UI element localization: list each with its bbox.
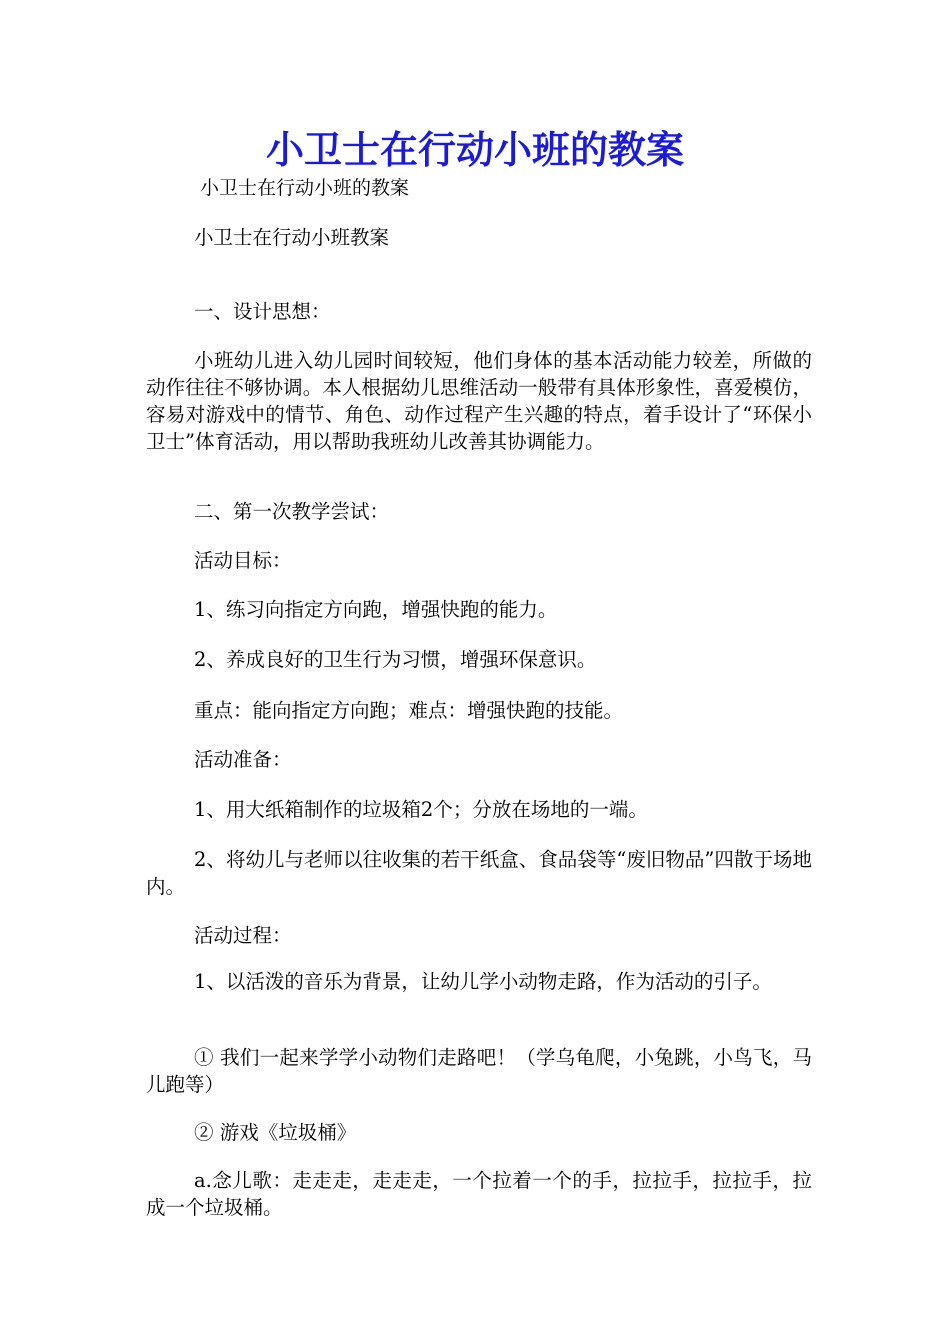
paragraph-goal-1: 1、练习向指定方向跑，增强快跑的能力。: [194, 598, 558, 621]
paragraph-process-1: 1、以活泼的音乐为背景，让幼儿学小动物走路，作为活动的引子。: [194, 970, 772, 993]
paragraph-process-game: ② 游戏《垃圾桶》: [194, 1121, 357, 1144]
document-title: 小卫士在行动小班的教案: [265, 127, 684, 172]
paragraph-heading-design: 一、设计思想：: [194, 300, 331, 323]
paragraph-lesson-title: 小卫士在行动小班教案: [194, 226, 390, 249]
paragraph-process-label: 活动过程：: [194, 924, 292, 947]
document-subtitle: 小卫士在行动小班的教案: [200, 177, 410, 199]
paragraph-goals-label: 活动目标：: [194, 549, 292, 572]
paragraph-prep-label: 活动准备：: [194, 748, 292, 771]
paragraph-heading-first-trial: 二、第一次教学尝试：: [194, 500, 390, 523]
paragraph-goal-2: 2、养成良好的卫生行为习惯，增强环保意识。: [194, 648, 597, 671]
paragraph-prep-1: 1、用大纸箱制作的垃圾箱2个；分放在场地的一端。: [194, 798, 648, 821]
paragraph-key-points: 重点：能向指定方向跑；难点：增强快跑的技能。: [194, 699, 624, 722]
paragraph-prep-2: 2、将幼儿与老师以往收集的若干纸盒、食品袋等“废旧物品”四散于场地内。: [146, 848, 812, 898]
paragraph-process-animals: ① 我们一起来学学小动物们走路吧！（学乌龟爬，小兔跳，小鸟飞，马儿跑等）: [146, 1046, 812, 1096]
paragraph-process-rhyme: a.念儿歌：走走走，走走走，一个拉着一个的手，拉拉手，拉拉手，拉成一个垃圾桶。: [146, 1169, 812, 1219]
paragraph-design-body: 小班幼儿进入幼儿园时间较短，他们身体的基本活动能力较差，所做的动作往往不够协调。本人根据幼儿思维活动一般带有具体形象性，喜爱模仿，容易对游戏中的情节、角色、动作过程产生兴趣的特点，着手设计了“环保小卫士”体育活动，用以帮助我班幼儿改善其协调能力。: [146, 349, 812, 453]
